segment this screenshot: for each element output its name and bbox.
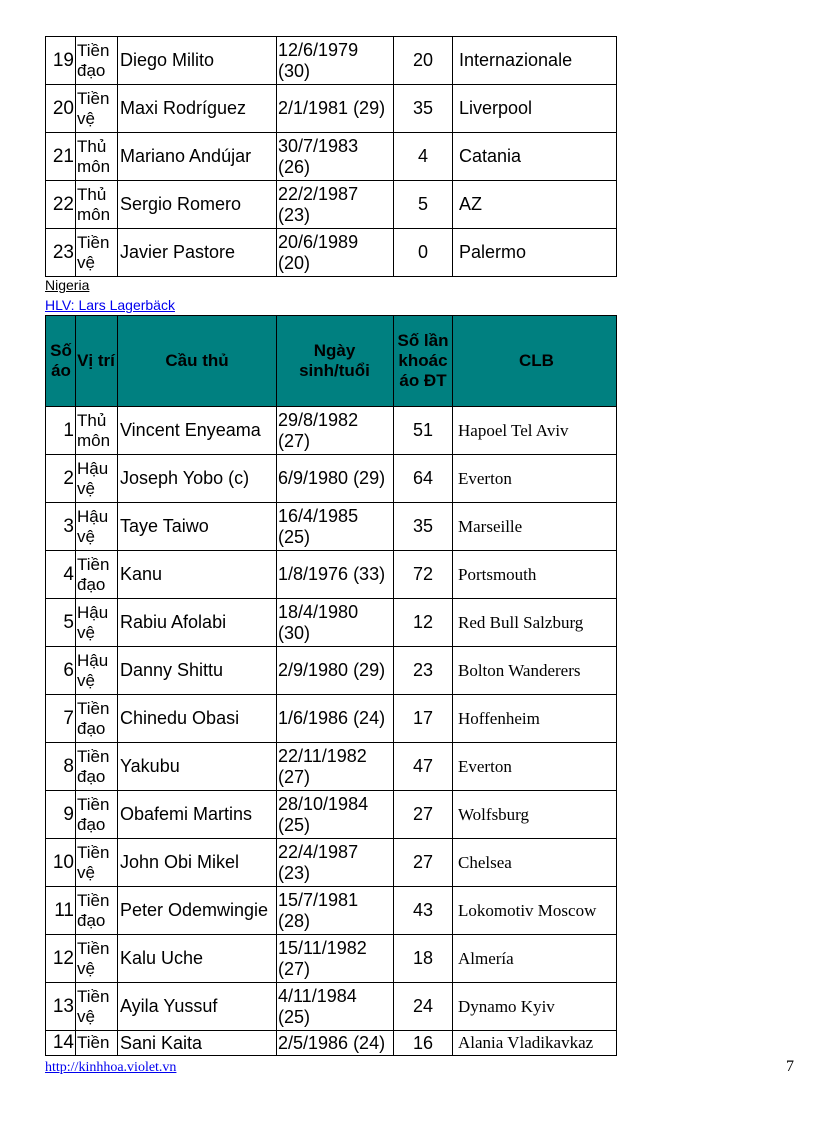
table-row — [46, 229, 617, 277]
cell-number: 13 — [46, 983, 76, 1031]
cell-club: Everton — [453, 743, 617, 791]
cell-caps: 27 — [394, 839, 453, 887]
cell-player: Peter Odemwingie — [118, 887, 277, 935]
cell-number: 7 — [46, 695, 76, 743]
header-club: CLB — [453, 316, 617, 407]
cell-position: Tiền vệ — [76, 229, 118, 277]
cell-position: Tiền vệ — [76, 85, 118, 133]
cell-dob: 6/9/1980 (29) — [277, 455, 394, 503]
cell-player: Obafemi Martins — [118, 791, 277, 839]
cell-caps: 72 — [394, 551, 453, 599]
cell-caps: 24 — [394, 983, 453, 1031]
table-row — [46, 983, 617, 1031]
table-row — [46, 85, 617, 133]
cell-club: Hoffenheim — [453, 695, 617, 743]
cell-club: Palermo — [453, 229, 617, 277]
cell-number: 19 — [46, 37, 76, 85]
table-row — [46, 181, 617, 229]
cell-position: Tiền đạo — [76, 743, 118, 791]
cell-caps: 27 — [394, 791, 453, 839]
cell-position: Hậu vệ — [76, 647, 118, 695]
cell-caps: 12 — [394, 599, 453, 647]
cell-caps: 43 — [394, 887, 453, 935]
cell-number: 14 — [46, 1031, 76, 1056]
table-row — [46, 647, 617, 695]
page-number: 7 — [786, 1058, 794, 1075]
cell-dob: 18/4/1980 (30) — [277, 599, 394, 647]
cell-dob: 22/2/1987 (23) — [277, 181, 394, 229]
cell-caps: 20 — [394, 37, 453, 85]
cell-club: Lokomotiv Moscow — [453, 887, 617, 935]
squad-table-continued — [45, 36, 617, 277]
cell-position: Hậu vệ — [76, 455, 118, 503]
cell-caps: 5 — [394, 181, 453, 229]
cell-position: Tiền — [76, 1031, 118, 1056]
table-row — [46, 695, 617, 743]
cell-player: John Obi Mikel — [118, 839, 277, 887]
cell-club: AZ — [453, 181, 617, 229]
cell-player: Ayila Yussuf — [118, 983, 277, 1031]
cell-position: Tiền đạo — [76, 791, 118, 839]
cell-number: 10 — [46, 839, 76, 887]
cell-dob: 4/11/1984 (25) — [277, 983, 394, 1031]
cell-number: 2 — [46, 455, 76, 503]
cell-player: Rabiu Afolabi — [118, 599, 277, 647]
table-row — [46, 133, 617, 181]
cell-number: 6 — [46, 647, 76, 695]
table-header-row — [46, 316, 617, 407]
cell-club: Red Bull Salzburg — [453, 599, 617, 647]
cell-number: 20 — [46, 85, 76, 133]
cell-caps: 16 — [394, 1031, 453, 1056]
table-row — [46, 551, 617, 599]
cell-club: Almería — [453, 935, 617, 983]
cell-position: Thủ môn — [76, 181, 118, 229]
cell-dob: 30/7/1983 (26) — [277, 133, 394, 181]
cell-position: Tiền đạo — [76, 887, 118, 935]
cell-club: Marseille — [453, 503, 617, 551]
cell-number: 21 — [46, 133, 76, 181]
cell-player: Danny Shittu — [118, 647, 277, 695]
cell-caps: 23 — [394, 647, 453, 695]
cell-caps: 4 — [394, 133, 453, 181]
header-dob: Ngày sinh/tuổi — [277, 316, 394, 407]
cell-caps: 17 — [394, 695, 453, 743]
nigeria-squad-table — [45, 315, 617, 1056]
cell-club: Alania Vladikavkaz — [453, 1031, 617, 1056]
cell-number: 12 — [46, 935, 76, 983]
table-row — [46, 1031, 617, 1056]
table-row — [46, 743, 617, 791]
cell-position: Tiền vệ — [76, 935, 118, 983]
cell-player: Joseph Yobo (c) — [118, 455, 277, 503]
cell-dob: 2/5/1986 (24) — [277, 1031, 394, 1056]
cell-number: 11 — [46, 887, 76, 935]
cell-player: Taye Taiwo — [118, 503, 277, 551]
cell-player: Kanu — [118, 551, 277, 599]
cell-dob: 28/10/1984 (25) — [277, 791, 394, 839]
table-row — [46, 839, 617, 887]
cell-number: 3 — [46, 503, 76, 551]
footer-link[interactable]: http://kinhhoa.violet.vn — [45, 1060, 177, 1075]
coach-link[interactable]: HLV: Lars Lagerbäck — [45, 297, 175, 313]
cell-club: Chelsea — [453, 839, 617, 887]
cell-position: Thủ môn — [76, 407, 118, 455]
cell-position: Tiền đạo — [76, 37, 118, 85]
cell-caps: 18 — [394, 935, 453, 983]
cell-club: Everton — [453, 455, 617, 503]
cell-position: Tiền đạo — [76, 695, 118, 743]
cell-number: 5 — [46, 599, 76, 647]
cell-club: Liverpool — [453, 85, 617, 133]
table-row — [46, 455, 617, 503]
cell-club: Catania — [453, 133, 617, 181]
cell-player: Mariano Andújar — [118, 133, 277, 181]
cell-player: Diego Milito — [118, 37, 277, 85]
table-row — [46, 599, 617, 647]
cell-number: 23 — [46, 229, 76, 277]
cell-number: 1 — [46, 407, 76, 455]
cell-position: Thủ môn — [76, 133, 118, 181]
table-row — [46, 887, 617, 935]
cell-position: Hậu vệ — [76, 599, 118, 647]
cell-club: Wolfsburg — [453, 791, 617, 839]
cell-dob: 29/8/1982 (27) — [277, 407, 394, 455]
cell-caps: 0 — [394, 229, 453, 277]
cell-player: Sergio Romero — [118, 181, 277, 229]
cell-player: Maxi Rodríguez — [118, 85, 277, 133]
cell-player: Vincent Enyeama — [118, 407, 277, 455]
table-row — [46, 791, 617, 839]
header-number: Số áo — [46, 316, 76, 407]
cell-player: Kalu Uche — [118, 935, 277, 983]
cell-dob: 12/6/1979 (30) — [277, 37, 394, 85]
cell-dob: 2/9/1980 (29) — [277, 647, 394, 695]
cell-club: Bolton Wanderers — [453, 647, 617, 695]
squad-table-continued-body — [46, 37, 617, 277]
header-position: Vị trí — [76, 316, 118, 407]
cell-player: Sani Kaita — [118, 1031, 277, 1056]
cell-position: Hậu vệ — [76, 503, 118, 551]
cell-position: Tiền vệ — [76, 839, 118, 887]
cell-number: 8 — [46, 743, 76, 791]
cell-player: Javier Pastore — [118, 229, 277, 277]
cell-club: Portsmouth — [453, 551, 617, 599]
cell-caps: 51 — [394, 407, 453, 455]
cell-caps: 64 — [394, 455, 453, 503]
cell-caps: 35 — [394, 85, 453, 133]
cell-number: 4 — [46, 551, 76, 599]
cell-dob: 22/11/1982 (27) — [277, 743, 394, 791]
header-caps: Số lần khoác áo ĐT — [394, 316, 453, 407]
team-name: Nigeria — [45, 277, 90, 293]
cell-caps: 47 — [394, 743, 453, 791]
cell-club: Internazionale — [453, 37, 617, 85]
cell-dob: 20/6/1989 (20) — [277, 229, 394, 277]
cell-club: Hapoel Tel Aviv — [453, 407, 617, 455]
cell-caps: 35 — [394, 503, 453, 551]
cell-dob: 22/4/1987 (23) — [277, 839, 394, 887]
header-player: Cầu thủ — [118, 316, 277, 407]
cell-position: Tiền đạo — [76, 551, 118, 599]
cell-player: Yakubu — [118, 743, 277, 791]
cell-club: Dynamo Kyiv — [453, 983, 617, 1031]
cell-dob: 2/1/1981 (29) — [277, 85, 394, 133]
cell-number: 9 — [46, 791, 76, 839]
cell-dob: 15/7/1981 (28) — [277, 887, 394, 935]
cell-dob: 1/8/1976 (33) — [277, 551, 394, 599]
table-row — [46, 503, 617, 551]
nigeria-squad-table-body — [46, 407, 617, 1056]
cell-dob: 15/11/1982 (27) — [277, 935, 394, 983]
cell-player: Chinedu Obasi — [118, 695, 277, 743]
table-row — [46, 407, 617, 455]
cell-dob: 16/4/1985 (25) — [277, 503, 394, 551]
cell-number: 22 — [46, 181, 76, 229]
table-row — [46, 935, 617, 983]
table-row — [46, 37, 617, 85]
cell-dob: 1/6/1986 (24) — [277, 695, 394, 743]
cell-position: Tiền vệ — [76, 983, 118, 1031]
